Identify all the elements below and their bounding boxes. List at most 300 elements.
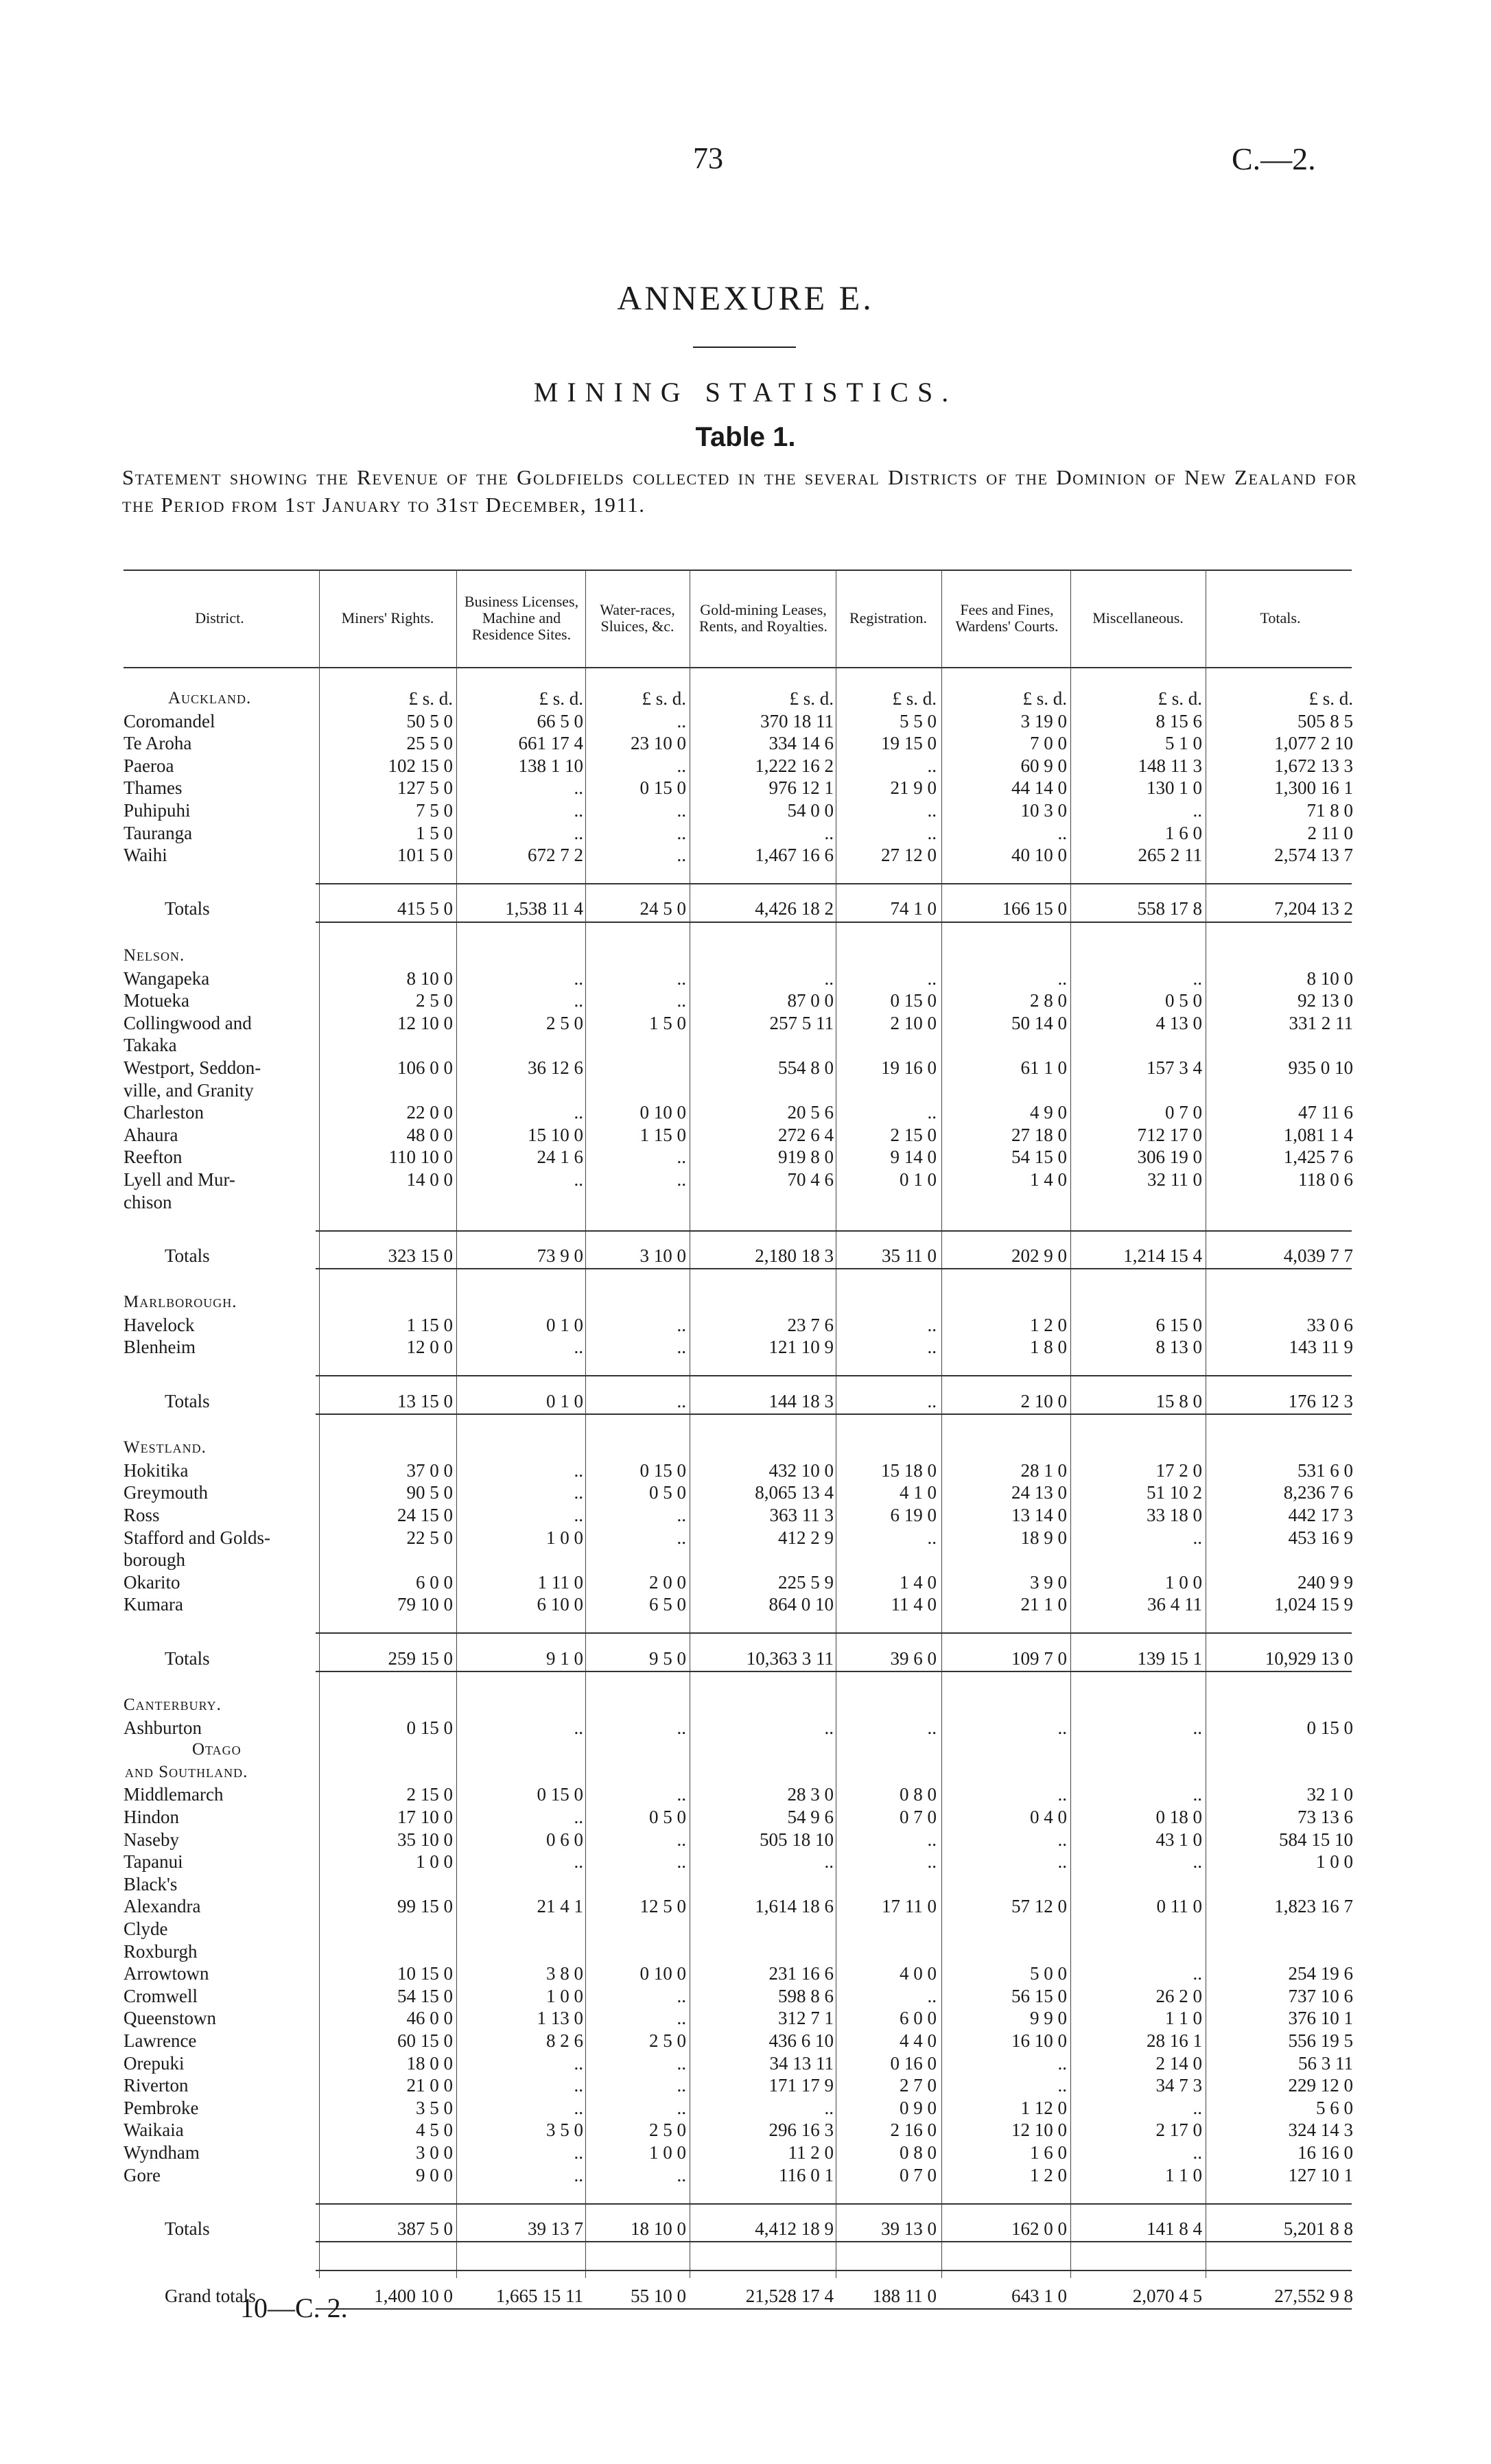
cell-totals: 127 10 1 xyxy=(1288,2164,1353,2185)
cell-gold: 171 17 9 xyxy=(768,2075,834,2096)
cell-fees: 2 8 0 xyxy=(1030,990,1067,1011)
district-name: Charleston xyxy=(124,1102,204,1123)
cell-fees: .. xyxy=(1057,1717,1067,1738)
cell-misc: 2 14 0 xyxy=(1155,2052,1202,2074)
cell-miners: 4 5 0 xyxy=(416,2120,453,2141)
cell-misc: .. xyxy=(1193,2142,1202,2163)
header-bottom-rule xyxy=(124,667,1352,668)
district-name: Waihi xyxy=(124,845,167,866)
cell-miners: 90 5 0 xyxy=(406,1482,453,1503)
district-name: Queenstown xyxy=(124,2008,216,2029)
cell-water: 18 10 0 xyxy=(631,2218,686,2239)
cell-misc: .. xyxy=(1193,967,1202,989)
cell-miners: 1,400 10 0 xyxy=(374,2285,453,2306)
cell-totals: 376 10 1 xyxy=(1288,2008,1353,2029)
cell-miners: 415 5 0 xyxy=(397,898,453,919)
cell-totals: 2,574 13 7 xyxy=(1274,845,1353,866)
cell-misc: 8 15 6 xyxy=(1155,710,1202,731)
cell-miners: 99 15 0 xyxy=(397,1896,453,1917)
cell-reg: 0 7 0 xyxy=(900,2164,937,2185)
cell-business: 661 17 4 xyxy=(518,733,583,754)
table-row xyxy=(0,1806,1491,1828)
cell-totals: 176 12 3 xyxy=(1288,1390,1353,1411)
cell-fees: 1 4 0 xyxy=(1030,1169,1067,1190)
cell-business: 36 12 6 xyxy=(528,1057,583,1078)
cell-miners: 3 5 0 xyxy=(416,2097,453,2118)
table-row xyxy=(0,2142,1491,2163)
cell-misc: 43 1 0 xyxy=(1155,1829,1202,1850)
table-row xyxy=(0,799,1491,821)
section-label: Otago xyxy=(192,1740,242,1759)
cell-business: .. xyxy=(574,822,583,843)
section-label: Nelson. xyxy=(124,946,185,965)
district-name: Totals xyxy=(165,2218,210,2239)
cell-misc: 306 19 0 xyxy=(1137,1147,1202,1168)
section-row xyxy=(0,1694,1491,1716)
cell-business: 9 1 0 xyxy=(546,1647,583,1669)
table-row xyxy=(0,2052,1491,2074)
table-row xyxy=(0,1191,1491,1213)
cell-business: .. xyxy=(574,2052,583,2074)
cell-reg: 0 9 0 xyxy=(900,2097,937,2118)
table-row xyxy=(0,1169,1491,1190)
cell-water: .. xyxy=(677,1829,686,1850)
district-name: Collingwood and xyxy=(124,1012,252,1033)
unit-label: £ s. d. xyxy=(1308,688,1353,709)
table-row xyxy=(0,1593,1491,1615)
district-name: chison xyxy=(124,1191,172,1212)
cell-gold: 20 5 6 xyxy=(787,1102,834,1123)
cell-gold: 121 10 9 xyxy=(768,1337,834,1358)
cell-miners: 102 15 0 xyxy=(388,755,453,776)
cell-business: .. xyxy=(574,1717,583,1738)
cell-miners: 25 5 0 xyxy=(406,733,453,754)
cell-business: 1,538 11 4 xyxy=(505,898,583,919)
district-name: Hokitika xyxy=(124,1459,189,1481)
cell-totals: 1,077 2 10 xyxy=(1274,733,1353,754)
cell-gold: .. xyxy=(824,1851,834,1873)
cell-water: .. xyxy=(677,800,686,821)
table-row xyxy=(0,1481,1491,1503)
totals-rule-below xyxy=(316,2308,1352,2310)
cell-miners: 3 0 0 xyxy=(416,2142,453,2163)
cell-reg: 35 11 0 xyxy=(882,1245,937,1266)
cell-business: .. xyxy=(574,1807,583,1827)
cell-miners: 79 10 0 xyxy=(397,1594,453,1615)
cell-gold: 436 6 10 xyxy=(768,2030,834,2051)
cell-miners: 9 0 0 xyxy=(416,2164,453,2185)
cell-gold: 70 4 6 xyxy=(787,1169,834,1190)
table-row xyxy=(0,1571,1491,1593)
cell-miners: 13 15 0 xyxy=(397,1390,453,1411)
totals-row xyxy=(0,2218,1491,2240)
table-row xyxy=(0,777,1491,799)
section-title: MINING STATISTICS. xyxy=(533,377,958,408)
cell-water: 9 5 0 xyxy=(649,1647,686,1669)
totals-row xyxy=(0,1390,1491,1412)
cell-miners: 24 15 0 xyxy=(397,1504,453,1525)
cell-totals: 1,300 16 1 xyxy=(1274,777,1353,799)
cell-totals: 32 1 0 xyxy=(1306,1784,1353,1805)
cell-totals: 1,672 13 3 xyxy=(1274,755,1353,776)
cell-water: .. xyxy=(677,1527,686,1548)
cell-reg: 6 0 0 xyxy=(900,2008,937,2029)
cell-business: 1 0 0 xyxy=(546,1527,583,1548)
table-row xyxy=(0,1940,1491,1962)
cell-fees: 5 0 0 xyxy=(1030,1963,1067,1984)
cell-totals: 531 6 0 xyxy=(1298,1459,1353,1481)
cell-fees: 109 7 0 xyxy=(1011,1647,1067,1669)
cell-reg: .. xyxy=(927,1337,937,1358)
cell-reg: .. xyxy=(927,822,937,843)
cell-business: 3 5 0 xyxy=(546,2120,583,2141)
cell-totals: 10,929 13 0 xyxy=(1265,1647,1353,1669)
cell-misc: 51 10 2 xyxy=(1147,1482,1202,1503)
cell-miners: 50 5 0 xyxy=(406,710,453,731)
cell-fees: .. xyxy=(1057,822,1067,843)
district-name: Westport, Seddon- xyxy=(124,1057,261,1078)
cell-totals: 92 13 0 xyxy=(1298,990,1353,1011)
cell-fees: 18 9 0 xyxy=(1020,1527,1067,1548)
district-name: Motueka xyxy=(124,990,189,1011)
cell-totals: 0 15 0 xyxy=(1306,1717,1353,1738)
cell-totals: 442 17 3 xyxy=(1288,1504,1353,1525)
cell-gold: 54 9 6 xyxy=(787,1807,834,1827)
cell-misc: .. xyxy=(1193,1527,1202,1548)
cell-reg: 188 11 0 xyxy=(872,2285,937,2306)
cell-misc: 1 1 0 xyxy=(1165,2008,1202,2029)
cell-reg: .. xyxy=(927,1717,937,1738)
district-name: Alexandra xyxy=(124,1896,201,1917)
cell-business: 1 13 0 xyxy=(537,2008,583,2029)
cell-misc: 1 1 0 xyxy=(1165,2164,1202,2185)
cell-reg: .. xyxy=(927,1985,937,2006)
table-row xyxy=(0,1124,1491,1146)
cell-reg: 19 15 0 xyxy=(881,733,937,754)
cell-miners: 37 0 0 xyxy=(406,1459,453,1481)
cell-water: .. xyxy=(677,1717,686,1738)
cell-water: .. xyxy=(677,2097,686,2118)
column-header-reg: Registration. xyxy=(849,609,928,626)
cell-gold: 2,180 18 3 xyxy=(755,1245,834,1266)
table-row xyxy=(0,1146,1491,1168)
cell-water: .. xyxy=(677,1147,686,1168)
cell-reg: 39 6 0 xyxy=(890,1647,937,1669)
table-row xyxy=(0,1527,1491,1549)
cell-reg: 74 1 0 xyxy=(890,898,937,919)
district-name: borough xyxy=(124,1549,185,1571)
cell-business: 672 7 2 xyxy=(528,845,583,866)
cell-miners: 18 0 0 xyxy=(406,2052,453,2074)
totals-rule-above xyxy=(316,2270,1352,2271)
cell-business: .. xyxy=(574,1169,583,1190)
section-label: Auckland. xyxy=(168,689,252,707)
section-label: Westland. xyxy=(124,1438,207,1457)
cell-gold: 1,222 16 2 xyxy=(755,755,834,776)
cell-reg: 2 7 0 xyxy=(900,2075,937,2096)
district-name: Lawrence xyxy=(124,2030,197,2051)
cell-reg: 2 16 0 xyxy=(890,2120,937,2141)
cell-gold: .. xyxy=(824,2097,834,2118)
cell-reg: .. xyxy=(927,1851,937,1873)
cell-misc: 558 17 8 xyxy=(1137,898,1202,919)
cell-water: 0 10 0 xyxy=(639,1963,686,1984)
cell-miners: 387 5 0 xyxy=(397,2218,453,2239)
cell-misc: 28 16 1 xyxy=(1147,2030,1202,2051)
district-name: Hindon xyxy=(124,1807,179,1827)
unit-label: £ s. d. xyxy=(642,688,686,709)
cell-misc: 32 11 0 xyxy=(1147,1169,1202,1190)
cell-totals: 505 8 5 xyxy=(1298,710,1353,731)
cell-water: .. xyxy=(677,822,686,843)
column-header-district: District. xyxy=(195,609,244,626)
cell-gold: 28 3 0 xyxy=(787,1784,834,1805)
cell-misc: 15 8 0 xyxy=(1155,1390,1202,1411)
district-name: Waikaia xyxy=(124,2120,184,2141)
table-row xyxy=(0,989,1491,1011)
cell-business: 0 1 0 xyxy=(546,1390,583,1411)
cell-business: .. xyxy=(574,990,583,1011)
cell-miners: 35 10 0 xyxy=(397,1829,453,1850)
cell-miners: 106 0 0 xyxy=(397,1057,453,1078)
district-name: Takaka xyxy=(124,1035,177,1056)
cell-fees: 9 9 0 xyxy=(1030,2008,1067,2029)
district-name: Greymouth xyxy=(124,1482,208,1503)
cell-fees: .. xyxy=(1057,2075,1067,2096)
cell-fees: 21 1 0 xyxy=(1020,1594,1067,1615)
cell-water: 3 10 0 xyxy=(639,1245,686,1266)
cell-misc: 141 8 4 xyxy=(1147,2218,1202,2239)
cell-gold: 412 2 9 xyxy=(778,1527,834,1548)
cell-totals: 1,425 7 6 xyxy=(1283,1147,1353,1168)
cell-totals: 27,552 9 8 xyxy=(1274,2285,1353,2306)
cell-reg: 9 14 0 xyxy=(890,1147,937,1168)
cell-water: .. xyxy=(677,1985,686,2006)
cell-reg: .. xyxy=(927,1829,937,1850)
totals-row xyxy=(0,1245,1491,1267)
district-name: Naseby xyxy=(124,1829,179,1850)
cell-gold: 505 18 10 xyxy=(760,1829,834,1850)
cell-reg: 5 5 0 xyxy=(900,710,937,731)
column-header-misc: Miscellaneous. xyxy=(1092,609,1184,626)
table-row xyxy=(0,1549,1491,1571)
section-label: and Southland. xyxy=(125,1762,248,1781)
district-name: Clyde xyxy=(124,1919,168,1939)
cell-reg: .. xyxy=(927,755,937,776)
cell-reg: .. xyxy=(927,1314,937,1335)
cell-misc: 1 0 0 xyxy=(1165,1571,1202,1593)
column-header-business: Business Licenses, Machine and Residence Sites. xyxy=(464,593,579,643)
cell-gold: 257 5 11 xyxy=(769,1012,834,1033)
cell-misc: .. xyxy=(1193,1784,1202,1805)
cell-fees: 27 18 0 xyxy=(1011,1124,1067,1145)
cell-business: 39 13 7 xyxy=(528,2218,583,2239)
district-name: Wyndham xyxy=(124,2142,200,2163)
table-caption: Statement showing the Revenue of the Goldfields collected in the several Districts of the Dominion of New Zealand for the Period from 1st January to 31st December, 1911. xyxy=(122,465,1357,517)
cell-water: 2 0 0 xyxy=(649,1571,686,1593)
cell-business: 73 9 0 xyxy=(537,1245,583,1266)
table-row xyxy=(0,844,1491,866)
cell-gold: 919 8 0 xyxy=(778,1147,834,1168)
cell-miners: 127 5 0 xyxy=(397,777,453,799)
cell-misc: 157 3 4 xyxy=(1147,1057,1202,1078)
cell-fees: 162 0 0 xyxy=(1011,2218,1067,2239)
cell-misc: 0 5 0 xyxy=(1165,990,1202,1011)
cell-gold: 54 0 0 xyxy=(787,800,834,821)
cell-reg: .. xyxy=(927,1102,937,1123)
table-row xyxy=(0,1079,1491,1101)
district-name: Stafford and Golds- xyxy=(124,1527,270,1548)
table-row xyxy=(0,732,1491,754)
cell-water: 2 5 0 xyxy=(649,2120,686,2141)
district-name: Te Aroha xyxy=(124,733,192,754)
cell-gold: .. xyxy=(824,967,834,989)
cell-miners: 46 0 0 xyxy=(406,2008,453,2029)
grand-total-row xyxy=(0,2285,1491,2307)
cell-gold: 34 13 11 xyxy=(769,2052,834,2074)
cell-fees: 3 19 0 xyxy=(1020,710,1067,731)
cell-gold: .. xyxy=(824,1717,834,1738)
cell-fees: 44 14 0 xyxy=(1011,777,1067,799)
column-header-totals: Totals. xyxy=(1260,609,1301,626)
cell-misc: .. xyxy=(1193,1851,1202,1873)
cell-water: 0 15 0 xyxy=(639,1459,686,1481)
cell-business: 15 10 0 xyxy=(528,1124,583,1145)
cell-gold: 370 18 11 xyxy=(760,710,834,731)
district-name: Wangapeka xyxy=(124,967,210,989)
cell-miners: 2 5 0 xyxy=(416,990,453,1011)
cell-gold: 8,065 13 4 xyxy=(755,1482,834,1503)
cell-water: .. xyxy=(677,1504,686,1525)
cell-water: 1 5 0 xyxy=(649,1012,686,1033)
table-row xyxy=(0,2007,1491,2029)
district-name: Lyell and Mur- xyxy=(124,1169,235,1190)
cell-water: .. xyxy=(677,1337,686,1358)
cell-miners: 22 5 0 xyxy=(406,1527,453,1548)
district-name: Havelock xyxy=(124,1314,195,1335)
cell-misc: 712 17 0 xyxy=(1137,1124,1202,1145)
cell-reg: .. xyxy=(927,1390,937,1411)
cell-miners: 12 10 0 xyxy=(397,1012,453,1033)
column-header-water: Water-races, Sluices, &c. xyxy=(600,601,675,635)
cell-misc: 139 15 1 xyxy=(1137,1647,1202,1669)
totals-row xyxy=(0,897,1491,919)
district-name: Cromwell xyxy=(124,1985,198,2006)
cell-gold: 10,363 3 11 xyxy=(746,1647,834,1669)
cell-misc: 36 4 11 xyxy=(1147,1594,1202,1615)
table-row xyxy=(0,2164,1491,2186)
cell-gold: 296 16 3 xyxy=(768,2120,834,2141)
table-row xyxy=(0,1783,1491,1805)
cell-reg: 0 7 0 xyxy=(900,1807,937,1827)
cell-business: .. xyxy=(574,1337,583,1358)
totals-rule-below xyxy=(316,1671,1352,1672)
table-row xyxy=(0,2074,1491,2096)
district-name: Ahaura xyxy=(124,1124,178,1145)
cell-reg: 0 16 0 xyxy=(890,2052,937,2074)
cell-business: 138 1 10 xyxy=(518,755,583,776)
cell-misc: 148 11 3 xyxy=(1138,755,1202,776)
district-name: ville, and Granity xyxy=(124,1079,254,1101)
district-name: Totals xyxy=(165,1390,210,1411)
unit-label: £ s. d. xyxy=(539,688,583,709)
section-row xyxy=(0,1739,1491,1761)
cell-misc: 8 13 0 xyxy=(1155,1337,1202,1358)
table-row xyxy=(0,1918,1491,1940)
cell-business: 0 6 0 xyxy=(546,1829,583,1850)
table-row xyxy=(0,1895,1491,1917)
cell-fees: 56 15 0 xyxy=(1011,1985,1067,2006)
cell-business: 1 0 0 xyxy=(546,1985,583,2006)
cell-miners: 10 15 0 xyxy=(397,1963,453,1984)
table-row xyxy=(0,1717,1491,1739)
cell-reg: 15 18 0 xyxy=(881,1459,937,1481)
table-row xyxy=(0,1873,1491,1895)
district-name: Kumara xyxy=(124,1594,183,1615)
cell-misc: 265 2 11 xyxy=(1138,845,1202,866)
cell-gold: 225 5 9 xyxy=(778,1571,834,1593)
cell-fees: 2 10 0 xyxy=(1020,1390,1067,1411)
cell-miners: 1 15 0 xyxy=(406,1314,453,1335)
cell-gold: 1,614 18 6 xyxy=(755,1896,834,1917)
column-header-gold: Gold-mining Leases, Rents, and Royalties. xyxy=(699,601,827,635)
table-row xyxy=(0,1101,1491,1123)
table-row xyxy=(0,755,1491,777)
page-number: 73 xyxy=(693,141,723,175)
cell-water: .. xyxy=(677,1169,686,1190)
cell-business: 2 5 0 xyxy=(546,1012,583,1033)
cell-misc: 0 7 0 xyxy=(1165,1102,1202,1123)
table-row xyxy=(0,2097,1491,2119)
district-name: Orepuki xyxy=(124,2052,185,2074)
district-name: Totals xyxy=(165,1245,210,1266)
district-name: Ashburton xyxy=(124,1717,202,1738)
cell-water: 23 10 0 xyxy=(631,733,686,754)
table-row xyxy=(0,1057,1491,1079)
cell-reg: .. xyxy=(927,1527,937,1548)
cell-misc: 1,214 15 4 xyxy=(1123,1245,1202,1266)
cell-reg: 17 11 0 xyxy=(882,1896,937,1917)
cell-gold: 116 0 1 xyxy=(779,2164,834,2185)
cell-totals: 4,039 7 7 xyxy=(1283,1245,1353,1266)
cell-business: 21 4 1 xyxy=(537,1896,583,1917)
cell-totals: 2 11 0 xyxy=(1307,822,1353,843)
district-name: Middlemarch xyxy=(124,1784,224,1805)
cell-water: .. xyxy=(677,845,686,866)
cell-totals: 71 8 0 xyxy=(1306,800,1353,821)
cell-gold: 21,528 17 4 xyxy=(745,2285,834,2306)
cell-business: 1,665 15 11 xyxy=(495,2285,583,2306)
cell-reg: 4 4 0 xyxy=(900,2030,937,2051)
district-name: Roxburgh xyxy=(124,1940,198,1962)
cell-water: 6 5 0 xyxy=(649,1594,686,1615)
cell-fees: 60 9 0 xyxy=(1020,755,1067,776)
cell-water: .. xyxy=(677,1784,686,1805)
cell-miners: 7 5 0 xyxy=(416,800,453,821)
cell-totals: 8,236 7 6 xyxy=(1283,1482,1353,1503)
table-top-rule xyxy=(124,570,1352,571)
heading-divider xyxy=(693,347,796,348)
cell-fees: 40 10 0 xyxy=(1011,845,1067,866)
cell-fees: 202 9 0 xyxy=(1011,1245,1067,1266)
cell-gold: 1,467 16 6 xyxy=(755,845,834,866)
cell-totals: 143 11 9 xyxy=(1289,1337,1353,1358)
cell-fees: 24 13 0 xyxy=(1011,1482,1067,1503)
cell-reg: 4 1 0 xyxy=(900,1482,937,1503)
cell-totals: 324 14 3 xyxy=(1288,2120,1353,2141)
cell-misc: 6 15 0 xyxy=(1155,1314,1202,1335)
cell-business: .. xyxy=(574,967,583,989)
